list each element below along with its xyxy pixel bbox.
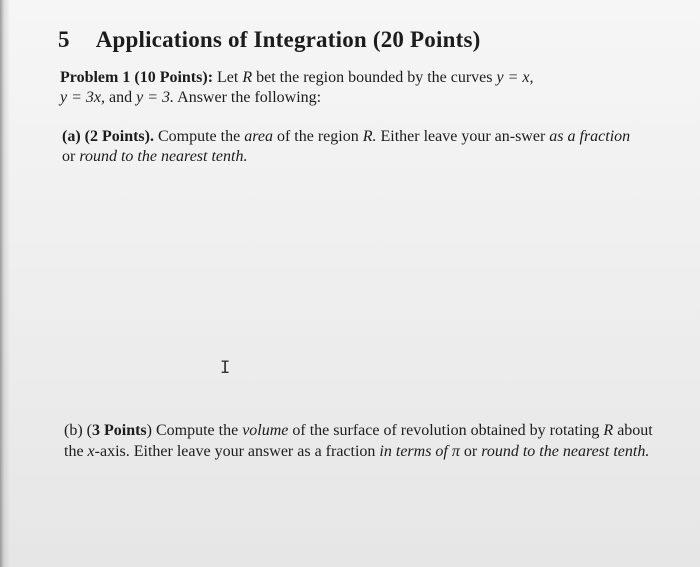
part-a-text-3: Either leave your an-swer [380, 128, 546, 145]
problem-text-4: Answer the following: [177, 89, 322, 106]
problem-var-r: R [242, 69, 253, 86]
part-b-text-5: or [463, 442, 478, 460]
part-a-emph-round: round to the nearest tenth. [79, 148, 248, 165]
part-a-emph-area: area [244, 128, 273, 145]
part-b-label-open: (b) ( [64, 422, 92, 439]
part-a-var-r: R. [362, 128, 377, 145]
section-heading [58, 27, 480, 53]
text-cursor-icon: I [220, 358, 231, 378]
part-a-question [62, 127, 647, 167]
problem-eq-1: y = x, [496, 69, 534, 86]
part-a-text-2: of the region [276, 128, 359, 145]
problem-label: Problem 1 (10 Points): [60, 69, 214, 86]
problem-text-1: Let [217, 69, 239, 86]
section-number: 5 [58, 27, 70, 52]
problem-eq-2: y = 3x, [60, 89, 105, 106]
problem-statement [60, 68, 650, 108]
part-b-question [64, 421, 656, 462]
part-b-text-1: Compute the [155, 422, 239, 439]
part-b-emph-round: round to the nearest tenth. [481, 442, 650, 460]
part-b-emph-terms: in terms of [379, 442, 448, 460]
part-b-text-4: -axis. Either leave your answer as a fraction [94, 442, 376, 460]
part-b-emph-volume: volume [242, 422, 289, 439]
part-a-text-1: Compute the [157, 128, 241, 145]
page-edge-shadow [0, 0, 10, 567]
part-b-text-3: about the [64, 422, 653, 460]
part-b-pi: π [451, 442, 460, 460]
problem-eq-3: y = 3. [136, 89, 175, 106]
part-a-emph-fraction: as a fraction [549, 128, 631, 145]
part-b-label-points: 3 Points [91, 422, 147, 439]
part-b-var-r: R [603, 422, 614, 439]
problem-text-3: and [109, 89, 133, 106]
part-b-label-close: ) [146, 422, 152, 439]
section-title: Applications of Integration (20 Points) [95, 27, 481, 52]
part-a-label: (a) (2 Points). [62, 128, 154, 145]
problem-text-2: bet the region bounded by the curves [256, 69, 493, 86]
part-a-text-4: or [62, 148, 76, 165]
part-b-var-x: x [87, 442, 95, 460]
part-b-text-2: of the surface of revolution obtained by rotating [292, 422, 600, 439]
